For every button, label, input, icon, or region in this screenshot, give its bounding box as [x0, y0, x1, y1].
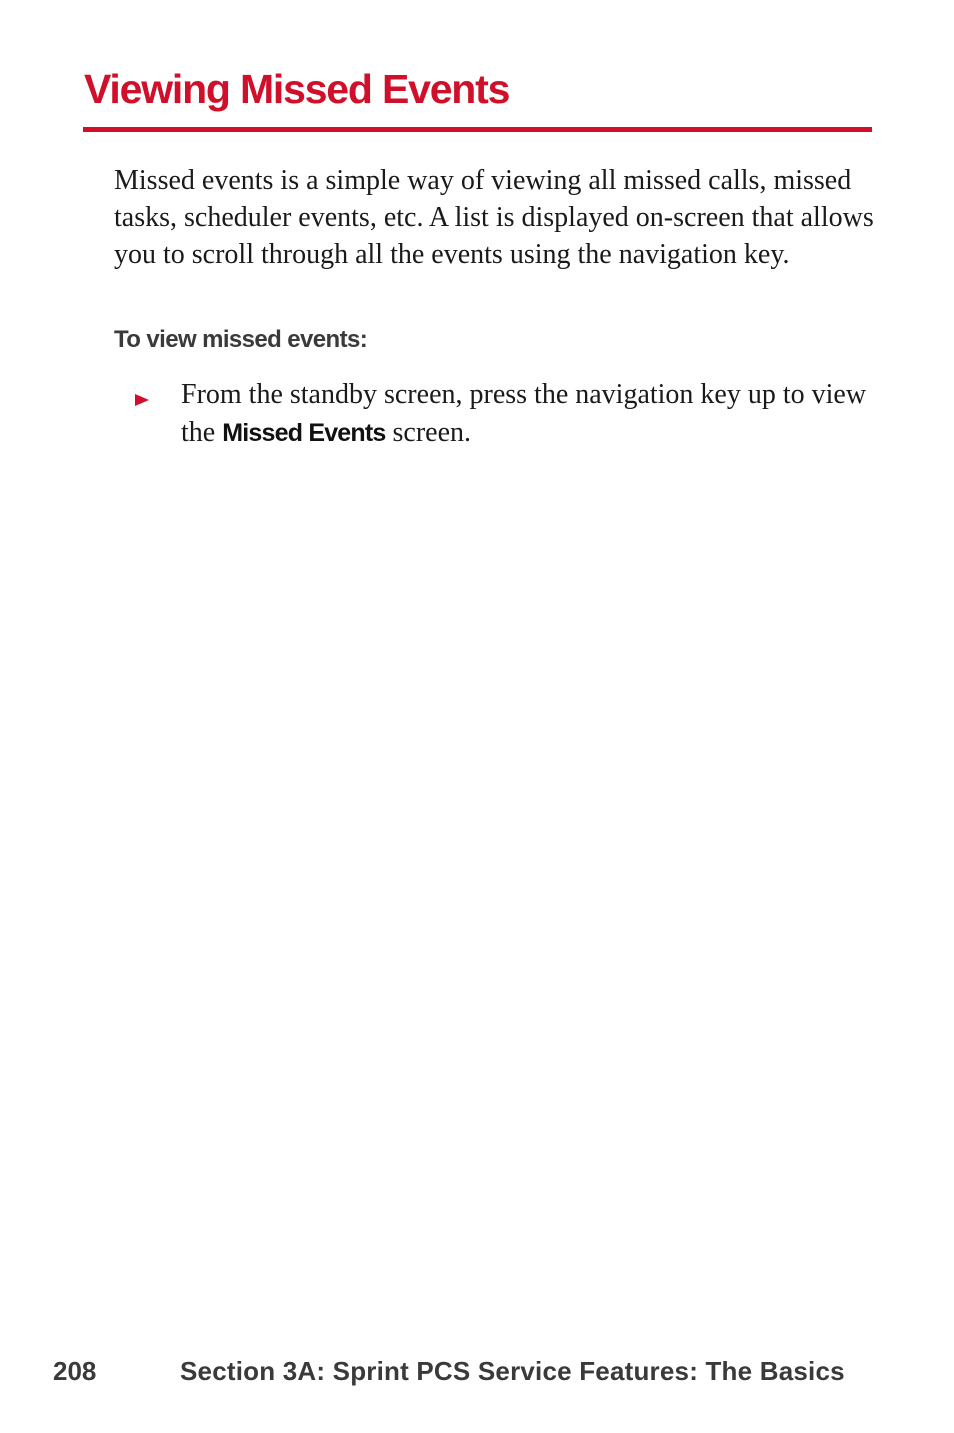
footer-section-title: Section 3A: Sprint PCS Service Features: The Basics: [180, 1356, 845, 1386]
ui-term-missed-events: Missed Events: [222, 419, 386, 447]
title-rule: [83, 127, 872, 132]
intro-paragraph: Missed events is a simple way of viewing all missed calls, missed tasks, scheduler events, etc. A list is displayed on-screen that allows you to scroll through all the events using the navigation key.: [114, 165, 874, 270]
footer-page-number: 208: [53, 1356, 97, 1386]
step-item: [181, 376, 881, 452]
step-text-before: From the standby screen, press the navigation key up to view the: [181, 379, 867, 448]
procedure-heading: To view missed events:: [114, 326, 368, 353]
page-title: Viewing Missed Events: [84, 66, 510, 112]
step-text-after: screen.: [385, 417, 472, 448]
triangle-right-icon: [134, 392, 150, 408]
